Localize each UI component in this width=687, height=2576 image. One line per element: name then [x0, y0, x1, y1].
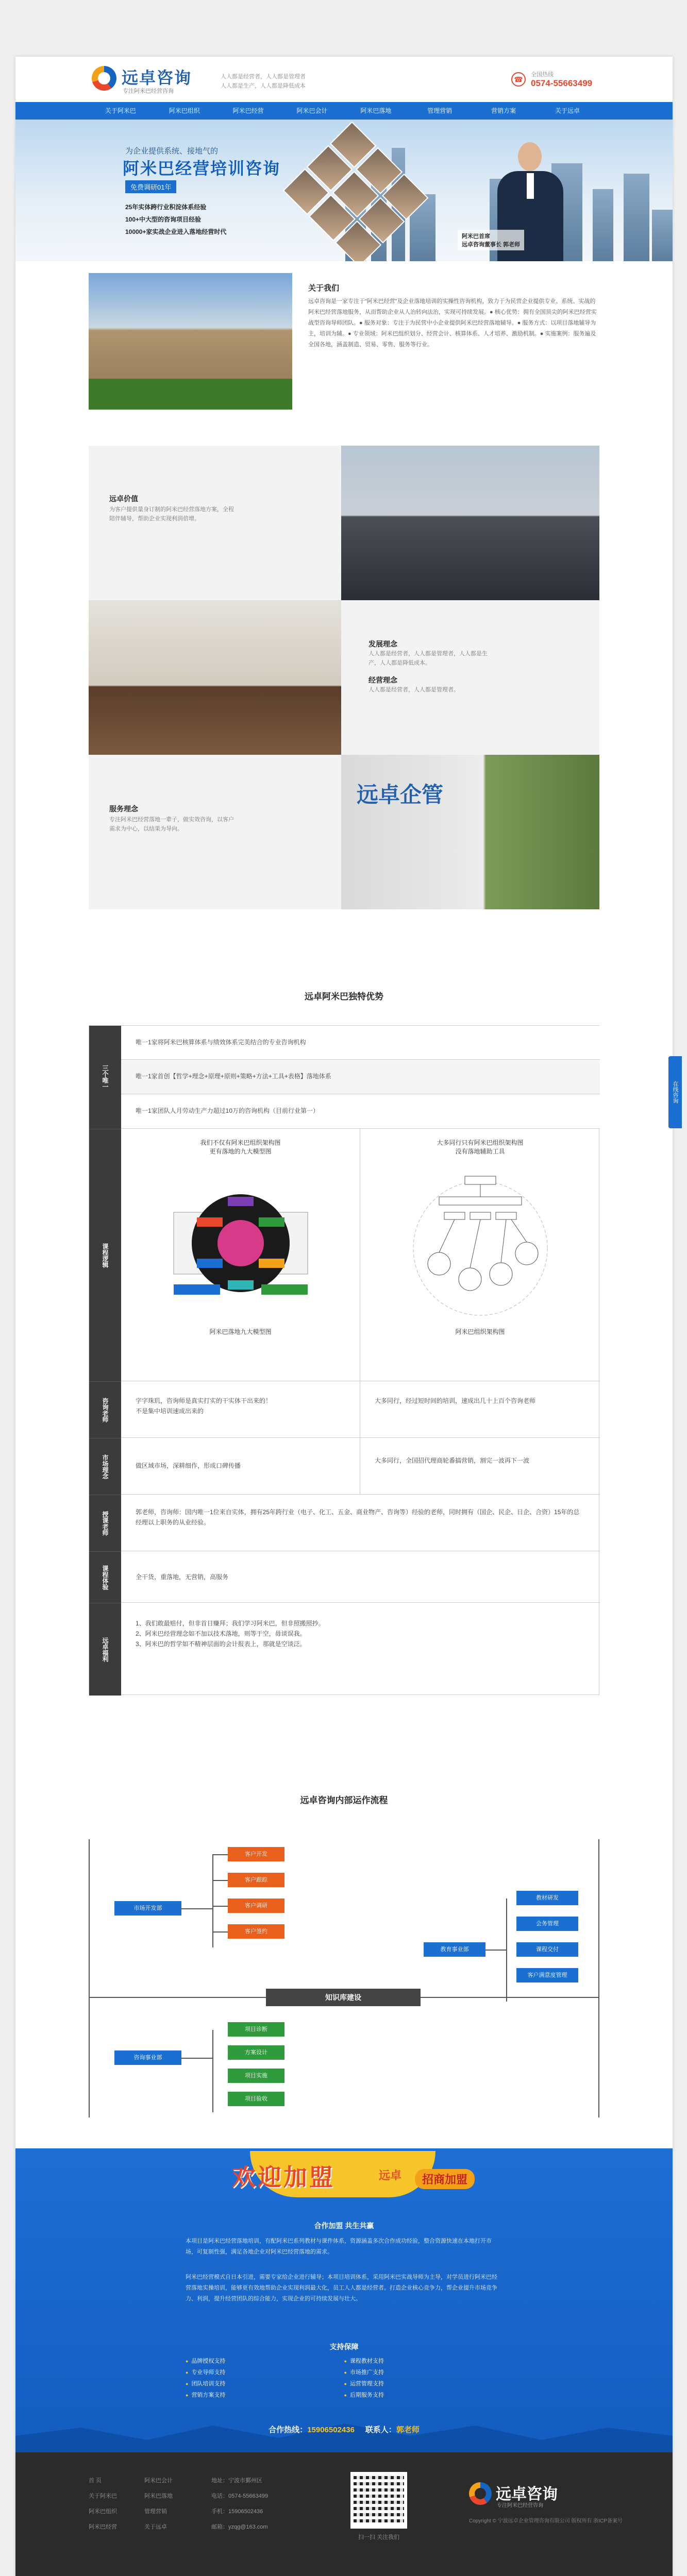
flow-item: 项目验收 [228, 2092, 284, 2106]
flow-item: 客户签约 [228, 1924, 284, 1939]
nine-model-diagram-cell [121, 1129, 360, 1381]
benefit-item: 3、阿米巴的哲学如不精神层面的会计报表上，那就是空谈泛。 [136, 1640, 306, 1648]
lecturer-description: 郭老师，咨询师：国内唯一1位来自实体，拥有25年跨行业（电子、化工、五金、商业物产、咨询等）经验的老师，同时拥有（国企、民企、日企、合资）15年的总经理以上职务的从业经验。 [121, 1495, 600, 1551]
support-item: ● 运营管理支持 [344, 2380, 503, 2388]
value-title: 服务理念 [109, 805, 138, 813]
join-headline-sub: 远卓 [379, 2169, 402, 2182]
join-paragraph: 本项目是阿米巴经营落地培训，有配阿米巴系列教材与课件体系，资源涵盖多次合作成功经验，整合资源快速在本地打开市场，可复制性强，满足各地企业对阿米巴经营落地的需求。 [186, 2238, 492, 2255]
flow-title: 远卓咨询内部运作流程 [300, 1795, 388, 1805]
qr-code-icon [350, 2472, 407, 2529]
banner-tagline: 为企业提供系统、接地气的 [125, 147, 219, 156]
team-photo [341, 446, 599, 600]
benefits-list [121, 1603, 600, 1696]
footer-link[interactable]: 首 页 [89, 2478, 102, 2484]
row-label-experience: 课程体验 [89, 1551, 121, 1603]
footer-link[interactable]: 阿米巴落地 [144, 2493, 173, 2499]
phone-icon: ☎ [511, 72, 526, 87]
support-title: 支持保障 [329, 2343, 359, 2351]
slogan-line-1: 人人都是经营者，人人都是管理者 [221, 74, 306, 80]
online-consult-tab[interactable]: 在线咨询 [668, 1056, 682, 1128]
contact-person: 郭老师 [396, 2426, 420, 2434]
flow-item: 教材研发 [516, 1891, 578, 1905]
diagram-heading: 大多同行只有阿米巴组织架构图 [437, 1139, 524, 1146]
footer-contact-line: 邮箱：yzqg@163.com [211, 2524, 268, 2530]
market-others: 大多同行，全国招代理商轮番搞营销，割完一波再下一波 [360, 1438, 600, 1495]
operation-flow-diagram [89, 1824, 599, 2133]
footer-links-col-2 [144, 2473, 173, 2535]
row-label-three-unique: 三个唯一 [89, 1026, 121, 1129]
footer-link[interactable]: 关于远卓 [144, 2524, 167, 2530]
banner-bullet: 100+中大型的咨询项目经验 [125, 216, 202, 223]
row-label-lecturer: 授课老师 [89, 1495, 121, 1551]
logo-text[interactable]: 远卓咨询 [122, 69, 192, 87]
knowledge-base-label: 知识库建设 [266, 1989, 421, 2006]
flow-connector [421, 1997, 599, 1998]
diagram-caption: 阿米巴落地九大模型图 [209, 1328, 272, 1335]
course-experience: 全干货，重落地，无营销，高服务 [121, 1551, 600, 1603]
diagram-heading: 更有落地的九大模型图 [209, 1148, 272, 1155]
nav-item-about-yuanzhuo[interactable]: 关于远卓 [555, 107, 580, 114]
unique-item: 唯一1家团队人月劳动生产力超过10万的咨询机构（目前行业第一） [121, 1094, 600, 1129]
flow-connector [212, 1855, 213, 1947]
advantages-title: 远卓阿米巴独特优势 [305, 992, 383, 1002]
company-building-photo [89, 273, 292, 410]
market-ours: 做区域市场，深耕细作，形成口碑传播 [121, 1438, 360, 1495]
support-list [186, 2357, 502, 2399]
footer-logo-subtitle: 专注阿米巴经营咨询 [497, 2503, 543, 2509]
nav-item-amoeba-operation[interactable]: 阿米巴经营 [232, 107, 264, 114]
consultant-ours-line: 字字珠玑，咨询师是真实打实的干实体干出来的！ [136, 1397, 272, 1404]
row-label-benefits: 远卓福利 [89, 1603, 121, 1696]
consultant-others: 大多同行，经过短时间的培训，速成出几十上百个咨询老师 [360, 1381, 600, 1438]
nav-item-management-marketing[interactable]: 管理营销 [427, 107, 453, 114]
office-sign: 远卓企管 [357, 783, 444, 807]
page [15, 57, 673, 2576]
hotline-number: 0574-55663499 [531, 78, 593, 88]
org-chart-cell [360, 1129, 600, 1381]
support-item: ● 营销方案支持 [186, 2391, 344, 2399]
support-item: ● 品牌授权支持 [186, 2357, 344, 2365]
value-title: 远卓价值 [109, 495, 138, 503]
qr-label: 扫一扫 关注我们 [358, 2534, 400, 2540]
banner-bullet: 10000+家实战企业进入落地经营时代 [125, 228, 227, 235]
flow-item: 客户跟踪 [228, 1873, 284, 1887]
footer-link[interactable]: 管理营销 [144, 2509, 167, 2515]
footer-link[interactable]: 阿米巴组织 [89, 2509, 117, 2515]
footer-contact-col [211, 2473, 268, 2535]
copyright-text: Copyright © 宁波远卓企业管理咨询有限公司 版权所有 浙ICP备案号 [469, 2518, 623, 2524]
footer-logo-text: 远卓咨询 [496, 2486, 558, 2503]
flow-item: 会务管理 [516, 1917, 578, 1931]
flow-item: 客户开发 [228, 1847, 284, 1861]
flow-connector [212, 1880, 228, 1881]
join-subtitle: 合作加盟 共生共赢 [314, 2222, 374, 2230]
value-title: 发展理念 [368, 640, 397, 648]
about-title: 关于我们 [308, 284, 340, 293]
flow-connector [212, 2030, 213, 2112]
hero-banner [15, 120, 673, 261]
contact-label: 合作热线： [269, 2426, 308, 2434]
banner-bullet-list [125, 201, 226, 238]
footer-contact-line: 电话：0574-55663499 [211, 2493, 269, 2499]
banner-title: 阿米巴经营培训咨询 [123, 159, 281, 178]
site-header [15, 57, 673, 102]
support-item: ● 团队培训支持 [186, 2380, 344, 2388]
meeting-room-photo [89, 600, 341, 755]
value-title: 经营理念 [368, 676, 397, 684]
speaker-caption [458, 230, 524, 250]
hotline-label: 全国热线 [531, 72, 554, 78]
flow-item: 方案设计 [228, 2045, 284, 2060]
banner-badge: 免费调研01年 [125, 180, 176, 193]
slogan-line-2: 人人都是生产，人人都是降低成本 [221, 83, 306, 89]
flow-connector [89, 1997, 266, 1998]
logo-subtitle: 专注阿米巴经营咨询 [123, 88, 174, 94]
flow-item: 客户调研 [228, 1899, 284, 1913]
main-nav [15, 102, 673, 120]
advantages-table [89, 1025, 599, 1695]
flow-connector [212, 1906, 228, 1907]
value-text: 专注阿米巴经营落地一辈子，做实效咨询，以客户需求为中心，以结果为导向。 [109, 817, 234, 832]
speaker-caption-line: 远卓咨询董事长 郭老师 [462, 242, 521, 248]
value-text: 人人都是经营者，人人都是管理者，人人都是生产，人人都是降低成本。 [368, 651, 488, 666]
support-item: ● 市场推广支持 [344, 2368, 503, 2377]
footer-link[interactable]: 关于阿米巴 [89, 2493, 117, 2499]
contact-bar [15, 2424, 673, 2435]
footer-link[interactable]: 阿米巴会计 [144, 2478, 173, 2484]
flow-item: 课程交付 [516, 1942, 578, 1957]
support-item: ● 后期服务支持 [344, 2391, 503, 2399]
value-text: 为客户提供量身订制的阿米巴经营落地方案，全程陪伴辅导，帮助企业实现利润倍增。 [109, 506, 234, 522]
flow-dept-market: 市场开发部 [114, 1901, 181, 1916]
logo-icon[interactable] [92, 66, 116, 91]
footer-logo-icon [469, 2482, 492, 2505]
flow-dept-education: 教育事业部 [424, 1942, 485, 1957]
flow-connector [181, 1908, 212, 1909]
flow-connector [212, 1854, 228, 1855]
support-item: ● 专业导师支持 [186, 2368, 344, 2377]
diagram-heading: 我们不仅有阿米巴组织架构图 [200, 1139, 281, 1146]
flow-connector [212, 1931, 228, 1933]
benefit-item: 1、我们敢最赔付，但非首日赚拜；我们学习阿米巴，但非照搬照抄。 [136, 1620, 325, 1627]
consultant-ours-line: 不是集中培训速成出来的 [136, 1408, 204, 1415]
nav-item-amoeba-landing[interactable]: 阿米巴落地 [360, 107, 392, 114]
about-text: 远卓咨询是一家专注于“阿米巴经营”及企业落地培训的实操性咨询机构，致力于为民营企业提供专业、系统、实战的阿米巴经营落地服务，从而帮助企业从人治转向法治，实现可持续发展。● 核心优势：拥有全国顶尖的阿米巴经营实战型咨询导师团队。● 服务对象：专注于为民营中小企业提供阿米巴经营落地辅导。● 服务方式：以项目落地辅导为主，培训为辅。● 专业领域：阿米巴组织划分、经营会计、核算体系、人才培养、激励机制。● 实施案例：服务遍及全国各地，涵盖制造、贸易、零售、服务等行业。 [308, 298, 597, 348]
flow-dept-consulting: 咨询事业部 [114, 2050, 181, 2065]
nav-item-about-amoeba[interactable]: 关于阿米巴 [105, 107, 136, 114]
flow-connector [506, 1899, 507, 2002]
flow-connector [181, 2058, 212, 2059]
join-tag[interactable]: 招商加盟 [415, 2169, 475, 2189]
row-label-consultant: 咨询老师 [89, 1381, 121, 1438]
contact-person-label: 联系人： [365, 2426, 396, 2434]
value-text: 人人都是经营者，人人都是管理者。 [368, 687, 459, 693]
flow-connector [89, 1839, 90, 2117]
benefit-item: 2、阿米巴经营理念如不加以技术落地，则等于空，毋谈误我。 [136, 1630, 306, 1637]
diagram-heading: 没有落地辅助工具 [455, 1148, 505, 1155]
flow-connector [598, 1839, 599, 2117]
nav-item-amoeba-accounting[interactable]: 阿米巴会计 [296, 107, 328, 114]
unique-item: 唯一1家首创【哲学+理念+原理+原则+策略+方法+工具+表格】落地体系 [121, 1060, 600, 1094]
support-item: ● 课程教材支持 [344, 2357, 503, 2365]
org-chart-diagram [403, 1166, 558, 1320]
nav-item-marketing-plan[interactable]: 营销方案 [491, 107, 516, 114]
site-footer [15, 2452, 673, 2576]
footer-links-col-1 [89, 2473, 117, 2535]
flow-connector [485, 1950, 506, 1951]
join-headline: 欢迎加盟 [232, 2164, 335, 2191]
nine-model-diagram [163, 1166, 318, 1320]
nav-item-amoeba-org[interactable]: 阿米巴组织 [169, 107, 200, 114]
footer-link[interactable]: 阿米巴经营 [89, 2524, 117, 2530]
flow-item: 项目实施 [228, 2069, 284, 2083]
consultant-ours [121, 1381, 360, 1438]
franchise-section [15, 2148, 673, 2452]
footer-contact-line: 手机：15906502436 [211, 2509, 263, 2515]
footer-contact-line: 地址：宁波市鄞州区 [211, 2478, 262, 2484]
diagram-caption: 阿米巴组织架构图 [455, 1328, 505, 1335]
speaker-caption-line: 阿米巴首席 [462, 233, 490, 240]
flow-item: 项目诊断 [228, 2022, 284, 2037]
row-label-market: 市场理念 [89, 1438, 121, 1495]
banner-bullet: 25年实体跨行业积淀体系经验 [125, 204, 207, 211]
flow-item: 客户满意度管理 [516, 1968, 578, 1982]
contact-phone[interactable]: 15906502436 [307, 2426, 355, 2434]
join-paragraph: 阿米巴经营模式自日本引进，需要专家给企业进行辅导；本项目培训体系，采用阿米巴实战导师为主导，对学员进行阿米巴经营落地实操培训，能够更有效地帮助企业实现利润最大化，员工人人都是经营者。打造企业核心竞争力，帮企业提升市场竞争力、利润，提升经营团队的综合能力，实现企业的可持续发展与壮大。 [186, 2274, 497, 2302]
row-label-course-logic: 课程逻辑 [89, 1129, 121, 1381]
unique-item: 唯一1家将阿米巴核算体系与绩效体系完美结合的专业咨询机构 [121, 1026, 600, 1060]
